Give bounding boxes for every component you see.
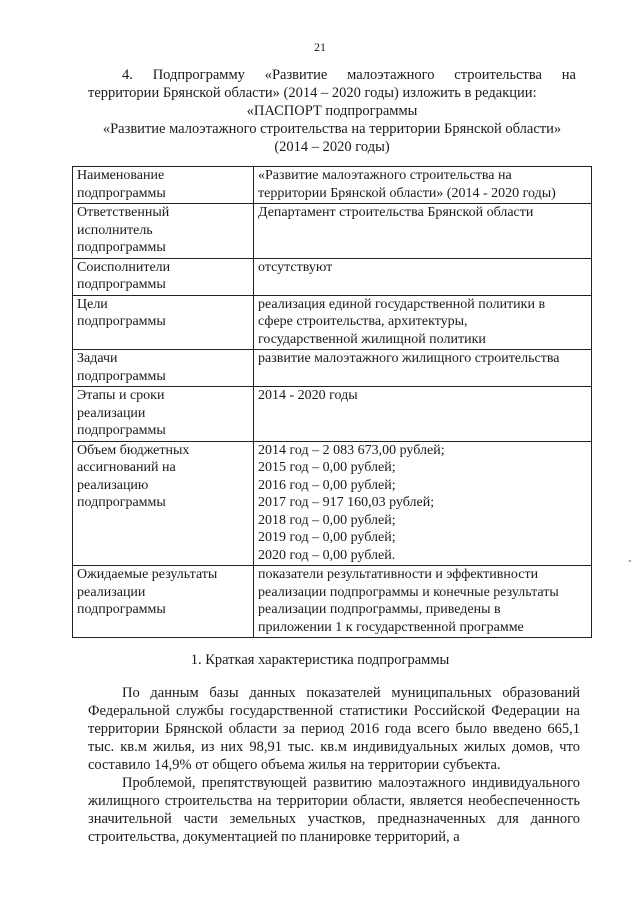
passport-key-line: Этапы и сроки bbox=[77, 388, 165, 403]
passport-key-line: реализацию bbox=[77, 477, 149, 493]
passport-key-line: Соисполнители bbox=[77, 259, 171, 275]
passport-key-line: подпрограммы bbox=[77, 423, 166, 438]
passport-key-cell bbox=[73, 167, 254, 204]
passport-key-cell bbox=[73, 258, 254, 295]
passport-row bbox=[73, 350, 592, 387]
passport-key-line: Объем бюджетных bbox=[77, 442, 190, 458]
passport-value-cell bbox=[254, 566, 592, 638]
passport-value-line: сфере строительства, архитектуры, bbox=[258, 314, 468, 329]
subprogram-title: «Развитие малоэтажного строительства на территории Брянской области» bbox=[102, 121, 562, 137]
passport-key-line: подпрограммы bbox=[77, 240, 166, 255]
subprogram-years: (2014 – 2020 годы) bbox=[274, 139, 390, 155]
passport-value-line: развитие малоэтажного жилищного строительства bbox=[258, 351, 560, 366]
passport-value-cell bbox=[254, 350, 592, 387]
passport-key-line: исполнитель bbox=[77, 222, 153, 238]
passport-value-line: 2015 год – 0,00 рублей; bbox=[258, 460, 396, 475]
passport-value-line: 2014 - 2020 годы bbox=[258, 388, 358, 403]
passport-value-cell bbox=[254, 258, 592, 295]
passport-row bbox=[73, 167, 592, 204]
passport-value-line: территории Брянской области» (2014 - 2020 годы) bbox=[258, 185, 556, 201]
section-title: 1. Краткая характеристика подпрограммы bbox=[190, 652, 450, 668]
passport-row bbox=[73, 258, 592, 295]
intro-block bbox=[88, 66, 576, 156]
paragraph-2: Проблемой, препятствующей развитию малоэтажного индивидуального жилищного строительства на территории области, является необеспеченность значительной части земельных участков, предназначенных для данного строительства, документацией по планировке территорий, а bbox=[88, 775, 580, 845]
passport-key-cell bbox=[73, 441, 254, 566]
passport-value-cell bbox=[254, 167, 592, 204]
passport-key-line: подпрограммы bbox=[77, 185, 166, 201]
passport-key-line: Наименование bbox=[77, 168, 165, 183]
passport-row bbox=[73, 566, 592, 638]
passport-key-line: Задачи bbox=[77, 351, 118, 366]
passport-value-cell bbox=[254, 387, 592, 442]
passport-key-line: подпрограммы bbox=[77, 314, 166, 329]
passport-value-line: «Развитие малоэтажного строительства на bbox=[258, 168, 512, 183]
passport-value-line: 2019 год – 0,00 рублей; bbox=[258, 530, 396, 545]
passport-value-line: 2016 год – 0,00 рублей; bbox=[258, 477, 396, 493]
passport-value-line: государственной жилищной политики bbox=[258, 331, 486, 347]
margin-mark: ' bbox=[621, 560, 633, 562]
passport-value-cell bbox=[254, 441, 592, 566]
passport-value-line: 2017 год – 917 160,03 рублей; bbox=[258, 495, 435, 510]
passport-key-line: подпрограммы bbox=[77, 602, 166, 617]
passport-row bbox=[73, 387, 592, 442]
passport-table bbox=[72, 166, 592, 638]
passport-key-line: ассигнований на bbox=[77, 460, 176, 475]
passport-value-cell bbox=[254, 295, 592, 350]
passport-key-cell bbox=[73, 387, 254, 442]
passport-key-line: реализации bbox=[77, 405, 146, 421]
passport-value-line: приложении 1 к государственной программе bbox=[258, 619, 524, 635]
passport-value-line: реализации подпрограммы и конечные результаты bbox=[258, 584, 559, 600]
passport-value-line: Департамент строительства Брянской области bbox=[258, 205, 534, 220]
passport-key-line: Цели bbox=[77, 296, 108, 312]
passport-value-line: 2014 год – 2 083 673,00 рублей; bbox=[258, 442, 445, 458]
passport-value-line: реализации подпрограммы, приведены в bbox=[258, 602, 501, 617]
body-text bbox=[88, 684, 580, 846]
passport-value-line: реализация единой государственной политики в bbox=[258, 296, 546, 312]
passport-key-cell bbox=[73, 350, 254, 387]
passport-key-line: реализации bbox=[77, 584, 146, 600]
paragraph-1: По данным базы данных показателей муниципальных образований Федеральной службы государственной статистики Российской Федерации на территории Брянской области за период 2016 года всего было введено 665,1 тыс. кв.м жилья, из них 98,91 тыс. кв.м индивидуальных жилых домов, что составило 14,9% от общего объема жилья на территории субъекта. bbox=[88, 685, 580, 773]
passport-value-line: 2018 год – 0,00 рублей; bbox=[258, 512, 396, 528]
passport-value-line: отсутствуют bbox=[258, 259, 333, 275]
passport-heading: «ПАСПОРТ подпрограммы bbox=[246, 103, 418, 119]
passport-key-line: Ответственный bbox=[77, 205, 170, 220]
page-number: 21 bbox=[314, 40, 326, 54]
intro-line-2: территории Брянской области» (2014 – 2020 годы) изложить в редакции: bbox=[88, 85, 537, 101]
passport-key-cell bbox=[73, 295, 254, 350]
passport-value-cell bbox=[254, 204, 592, 259]
passport-key-cell bbox=[73, 566, 254, 638]
passport-key-cell bbox=[73, 204, 254, 259]
passport-value-line: 2020 год – 0,00 рублей. bbox=[258, 547, 396, 563]
passport-key-line: подпрограммы bbox=[77, 368, 166, 384]
intro-line-1: 4. Подпрограмму «Развитие малоэтажного строительства на bbox=[122, 67, 576, 83]
passport-value-line: показатели результативности и эффективности bbox=[258, 567, 539, 582]
passport-key-line: подпрограммы bbox=[77, 495, 166, 510]
passport-row bbox=[73, 295, 592, 350]
passport-row bbox=[73, 441, 592, 566]
passport-row bbox=[73, 204, 592, 259]
passport-key-line: Ожидаемые результаты bbox=[77, 567, 218, 582]
passport-key-line: подпрограммы bbox=[77, 277, 166, 292]
